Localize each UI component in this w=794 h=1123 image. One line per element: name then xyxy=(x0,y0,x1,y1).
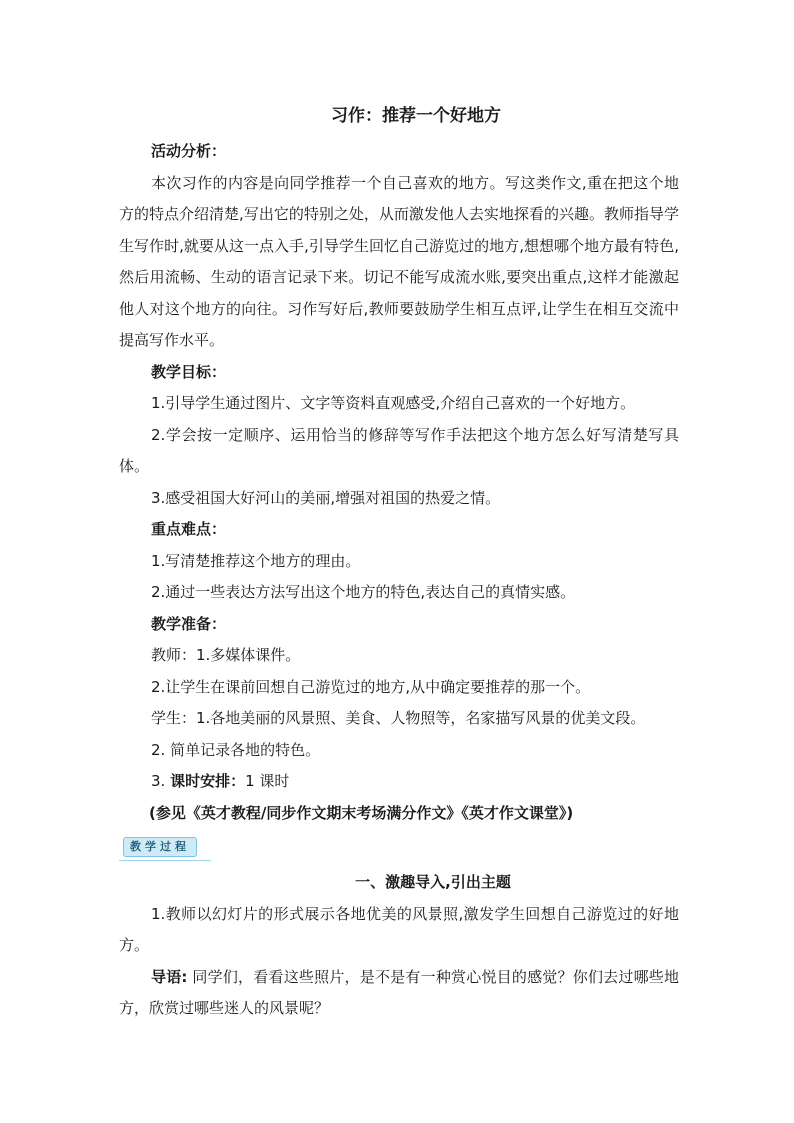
goal-item: 1.引导学生通过图片、文字等资料直观感受,介绍自己喜欢的一个好地方。 xyxy=(151,394,636,412)
prep-student: 学生：1.各地美丽的风景照、美食、人物照等，名家描写风景的优美文段。 xyxy=(151,709,646,727)
intro-text: 同学们，看看这些照片，是不是有一种赏心悦目的感觉？你们去过哪些地方，欣赏过哪些迷人的风景呢？ xyxy=(119,967,680,1017)
process-badge: 教学过程 xyxy=(123,837,197,857)
intro-paragraph xyxy=(119,962,679,1025)
document-title: 习作：推荐一个好地方 xyxy=(331,106,501,126)
analysis-heading: 活动分析： xyxy=(151,142,227,160)
section-paragraph: 1.教师以幻灯片的形式展示各地优美的风景照,激发学生回想自己游览过的好地方。 xyxy=(119,904,679,954)
analysis-paragraph: 本次习作的内容是向同学推荐一个自己喜欢的地方。写这类作文,重在把这个地方的特点介绍清楚,写出它的特别之处，从而激发他人去实地探看的兴趣。教师指导学生写作时,就要从这一点入手,引导学生回忆自己游览过的地方,想想哪个地方最有特色,然后用流畅、生动的语言记录下来。切记不能写成流水账,要突出重点,这样才能激起他人对这个地方的向往。习作写好后,教师要鼓励学生相互点评,让学生在相互交流中提高写作水平。 xyxy=(119,173,679,349)
prep-student-2: 2. 简单记录各地的特色。 xyxy=(151,740,321,759)
intro-label: 导语: xyxy=(151,967,188,986)
schedule-label: 课时安排： xyxy=(170,772,246,790)
reference-line: (参见《英才教程/同步作文期末考场满分作文》《英才作文课堂》) xyxy=(149,803,574,822)
schedule-number: 3. xyxy=(151,772,171,790)
process-badge-area xyxy=(119,833,679,867)
keypoint-item: 1.写清楚推荐这个地方的理由。 xyxy=(151,551,361,570)
badge-underline xyxy=(119,860,211,861)
section-title: 一、激趣导入,引出主题 xyxy=(355,873,511,891)
goal-item: 2.学会按一定顺序、运用恰当的修辞等写作手法把这个地方怎么好写清楚写具体。 xyxy=(119,425,679,475)
prep-teacher-2: 2.让学生在课前回想自己游览过的地方,从中确定要推荐的那一个。 xyxy=(151,677,591,696)
prep-heading: 教学准备： xyxy=(151,614,227,633)
schedule-value: 1 课时 xyxy=(245,772,290,790)
prep-teacher: 教师：1.多媒体课件。 xyxy=(151,646,301,664)
schedule-line xyxy=(119,766,679,798)
goal-item: 3.感受祖国大好河山的美丽,增强对祖国的热爱之情。 xyxy=(151,488,501,507)
document-body xyxy=(119,104,679,1025)
goals-heading: 教学目标： xyxy=(151,362,227,381)
keypoints-heading: 重点难点： xyxy=(151,520,227,538)
keypoint-item: 2.通过一些表达方法写出这个地方的特色,表达自己的真情实感。 xyxy=(151,583,576,601)
